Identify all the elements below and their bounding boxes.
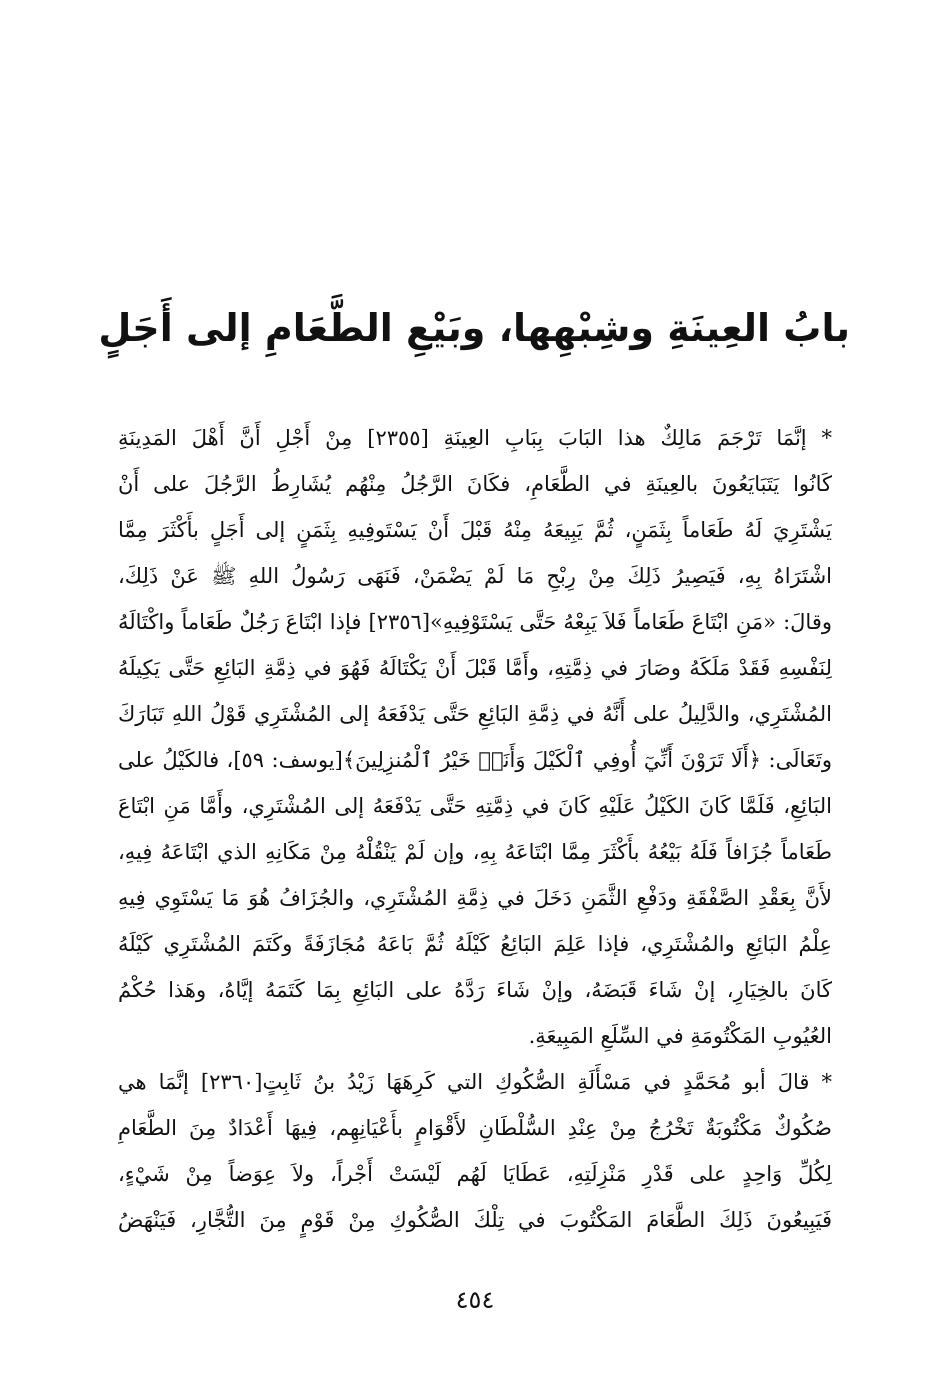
text-line: المُشْتَرِي، والدَّلِيلُ على أَنَّهُ في ذِمَّةِ البَائِعِ حَتَّى يَدْفَعَهُ إلى المُشْتَرِي قَوْلُ اللهِ تَبَارَكَ: [118, 702, 832, 726]
text-line: فَيَبِيعُونَ ذَلِكَ الطَّعَامَ المَكْتُوبَ في تِلْكَ الصُّكُوكِ مِنْ قَوْمٍ مِنَ التُّجَّارِ، فَيَنْهَضُ: [118, 1208, 832, 1232]
text-line: * إنَّمَا تَرْجَمَ مَالِكٌ هذا البَابَ بِبَابِ العِينَةِ [٢٣٥٥] مِنْ أَجْلِ أَنَّ أَهْلَ المَدِينَةِ: [118, 426, 832, 450]
text-line: طَعَاماً جُزَافاً فَلَهُ بَيْعُهُ بأَكْثَرَ مِمَّا ابْتَاعَهُ بِهِ، وإن لَمْ يَنْقُلْهُ مِنْ مَكَانِهِ الذي ابْتَاعَهُ فِيهِ،: [118, 840, 832, 864]
text-line: * قالَ أبو مُحَمَّدٍ في مَسْأَلَةِ الصُّكُوكِ التي كَرِهَهَا زَيْدُ بنُ ثَابِتٍ[٢٣٦٠] إنَّمَا هي: [118, 1070, 832, 1094]
text-line: وقالَ: «مَنِ ابْتَاعَ طَعَاماً فَلاَ يَبِعْهُ حَتَّى يَسْتَوْفِيهِ»[٢٣٥٦] فإذا ابْتَاعَ رَجُلٌ طَعَاماً واكْتَالَهُ: [118, 610, 832, 634]
text-line: صُكُوكٌ مَكْتُوبَةٌ تَخْرُجُ مِنْ عِنْدِ السُّلْطَانِ لأَقْوَامٍ بأَعْيَانِهِم، فِيهَا أَعْدَادٌ مِنَ الطَّعَامِ: [118, 1116, 832, 1140]
text-line: كَانُوا يَتَبَايَعُونَ بالعِينَةِ في الطَّعَامِ، فكَانَ الرَّجُلُ مِنْهُم يُشَارِطُ الرَّجُلَ على أَنْ: [118, 472, 832, 496]
chapter-title: بابُ العِينَةِ وشِبْهِها، وبَيْعِ الطَّعَامِ إلى أَجَلٍ: [98, 306, 850, 350]
body-text: [118, 415, 832, 1243]
text-line: لأَنَّ بِعَقْدِ الصَّفْقَةِ ودَفْعِ الثَّمَنِ دَخَلَ في ذِمَّةِ المُشْتَرِي، والجُزَافُ هُوَ مَا يَسْتَوِي فِيهِ: [118, 886, 832, 910]
text-line: لِكُلِّ وَاحِدٍ على قَدْرِ مَنْزِلَتِهِ، عَطَايَا لَهُم لَيْسَتْ أَجْراً، ولاَ عِوَضاً مِنْ شَيْءٍ،: [118, 1162, 832, 1186]
text-line: يَشْتَرِيَ لَهُ طَعَاماً بِثَمَنٍ، ثُمَّ يَبِيعَهُ مِنْهُ قَبْلَ أَنْ يَسْتَوفِيهِ بِثَمَنٍ إلى أَجَلٍ بأَكْثَرَ مِمَّا: [118, 518, 832, 542]
paragraph-1: [118, 415, 832, 1059]
text-line: لِنَفْسِهِ فَقَدْ مَلَكَهُ وصَارَ في ذِمَّتِهِ، وأَمَّا قَبْلَ أَنْ يَكْتَالَهُ فَهُوَ في ذِمَّةِ البَائِعِ حَتَّى يَكِيلَهُ: [118, 656, 832, 680]
text-line: اشْتَرَاهُ بِهِ، فَيَصِيرُ ذَلِكَ مِنْ رِبْحِ مَا لَمْ يَضْمَنْ، فَنَهَى رَسُولُ اللهِ ﷺ عَنْ ذَلِكَ،: [118, 564, 832, 588]
text-line: وتَعَالَى: ﴿أَلَا تَرَوْنَ أَنِّيٓ أُوفِي ٱلْكَيْلَ وَأَنَا۠ خَيْرُ ٱلْمُنزِلِينَ﴾[يوسف: ٥٩]، فالكَيْلُ على: [118, 748, 832, 772]
text-line: البَائِعِ، فَلَمَّا كَانَ الكَيْلُ عَلَيْهِ كَانَ في ذِمَّتِهِ حَتَّى يَدْفَعَهُ إلى المُشْتَرِي، وأَمَّا مَنِ ابْتَاعَ: [118, 794, 832, 818]
text-line: العُيُوبِ المَكْتُومَةِ في السِّلَعِ المَبِيعَةِ.: [528, 1024, 832, 1048]
paragraph-2: [118, 1059, 832, 1243]
text-line: عِلْمُ البَائِعِ والمُشْتَرِي، فإذا عَلِمَ البَائِعُ كَيْلَهُ ثُمَّ بَاعَهُ مُجَازَفَةً وكَتَمَ المُشْتَرِي كَيْلَهُ: [118, 932, 832, 956]
page-number: ٤٥٤: [455, 1286, 495, 1314]
text-line: كَانَ بالخِيَارِ، إنْ شَاءَ قَبَضَهُ، وإنْ شَاءَ رَدَّهُ على البَائِعِ بِمَا كَتَمَهُ إيَّاهُ، وهَذا حُكْمُ: [118, 978, 832, 1002]
